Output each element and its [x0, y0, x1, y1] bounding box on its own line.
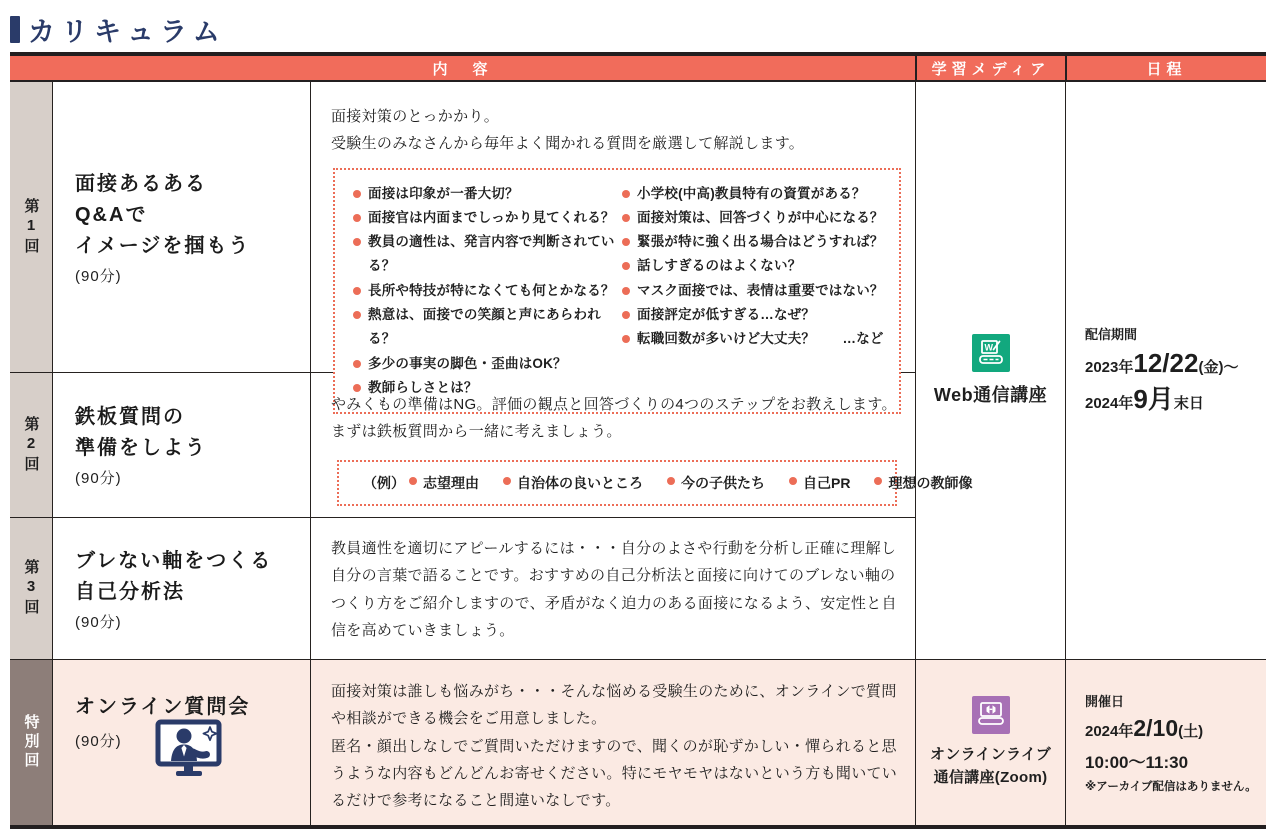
row3-body: 教員適性を適切にアピールするには・・・自分のよさや行動を分析し正確に理解し自分の言葉で語ることです。おすすめの自己分析法と面接に向けてのブレない軸のつくり方をご紹介しますので、矛盾がなく迫力のある面接になるよう、安定性と自信を高めていきましょう。: [331, 540, 897, 639]
special-round-cell: [10, 660, 52, 829]
question-item: 面接官は内面までしっかり見てくれる？: [353, 206, 622, 230]
archive-note: ※アーカイブ配信はありません。: [1085, 780, 1257, 793]
question-item: マスク面接では、表情は重要ではない？: [622, 279, 891, 303]
row2-duration: (90分): [75, 470, 122, 487]
page-title-text: カリキュラム: [28, 16, 226, 47]
row1-intro: 面接対策のとっかかり。 受験生のみなさんから毎年よく聞かれる質問を厳選して解説します。: [331, 108, 805, 153]
question-item: 長所や特技が特になくても何とかなる？: [353, 279, 622, 303]
special-title-cell: [52, 660, 310, 829]
question-item: 教師らしさとは？: [353, 376, 622, 400]
example-item: 理想の教師像: [874, 473, 972, 493]
row1-questions-right: [622, 182, 891, 401]
example-item: 志望理由: [409, 473, 479, 493]
broadcast-period-label: 配信期間: [1085, 327, 1138, 343]
row3-content-cell: [310, 518, 915, 660]
media-live-cell: [915, 660, 1065, 829]
special-course-title: オンライン質問会: [75, 696, 251, 718]
row3-course-title: ブレない軸をつくる 自己分析法: [75, 549, 273, 603]
example-item: 今の子供たち: [667, 473, 765, 493]
header-schedule: 日程: [1065, 52, 1266, 82]
row2-round-label: 第2回: [22, 415, 40, 475]
curriculum-table: [10, 52, 1266, 829]
row2-round-cell: [10, 373, 52, 518]
example-list: [409, 473, 972, 493]
special-content-cell: [310, 660, 915, 829]
row3-duration: (90分): [75, 613, 122, 631]
special-round-label: 特別回: [22, 714, 40, 771]
question-item: 面接は印象が一番大切？: [353, 182, 622, 206]
row1-questions-left: [353, 182, 622, 401]
title-accent-bar: [10, 16, 20, 43]
special-duration-row: [75, 727, 304, 783]
question-item: 熱意は、面接での笑顔と声にあらわれる？: [353, 303, 622, 352]
special-duration: (90分): [75, 733, 122, 750]
row1-course-title: 面接あるある Q&Aで イメージを掴もう: [75, 172, 251, 257]
web-course-icon: [972, 334, 1010, 372]
row1-round-label: 第1回: [22, 197, 40, 257]
question-item: 小学校(中高)教員特有の資質がある？: [622, 182, 891, 206]
media-web-cell: [915, 82, 1065, 660]
example-prefix: （例）: [363, 474, 405, 491]
question-item: 教員の適性は、発言内容で判断されている？: [353, 230, 622, 279]
schedule-broadcast-cell: [1065, 82, 1266, 660]
special-body: 面接対策は誰しも悩みがち・・・そんな悩める受験生のために、オンラインで質問や相談ができる機会をご用意しました。 匿名・顔出しなしでご質問いただけますので、聞くのが恥ずかしい・憚られると思うような内容もどんどんお寄せください。特にモヤモヤはないという方も聞いているだけで参考になること間違いなしです。: [331, 683, 898, 810]
row3-round-cell: [10, 518, 52, 660]
broadcast-end-date: 2024年9月末日: [1085, 383, 1204, 414]
row1-content-cell: [310, 82, 915, 395]
svg-text:W: W: [984, 342, 993, 353]
page-title: [10, 10, 1267, 48]
example-item: 自治体の良いところ: [503, 473, 643, 493]
online-live-icon: [972, 696, 1010, 734]
row2-content-cell: [310, 373, 973, 518]
row3-round-label: 第3回: [22, 559, 40, 618]
question-item: 話しすぎるのはよくない？: [622, 254, 891, 278]
media-live-label: オンラインライブ 通信講座(Zoom): [929, 745, 1052, 786]
question-item: 緊張が特に強く出る場合はどうすれば？: [622, 230, 891, 254]
row1-round-cell: [10, 82, 52, 373]
header-content: 内 容: [10, 52, 915, 82]
row2-title-cell: [52, 373, 310, 518]
event-date-label: 開催日: [1085, 694, 1125, 710]
online-meeting-person-icon: [150, 719, 230, 783]
question-item: 転職回数が多いけど大丈夫？ …など: [622, 327, 891, 351]
broadcast-start-date: 2023年12/22(金)～: [1085, 348, 1239, 379]
question-item: 面接評定が低すぎる…なぜ？: [622, 303, 891, 327]
event-date: 2024年2/10(土): [1085, 715, 1204, 742]
row1-duration: (90分): [75, 267, 122, 285]
example-item: 自己PR: [789, 473, 850, 493]
row2-example-box: [337, 460, 973, 506]
media-web-label: Web通信講座: [933, 385, 1048, 405]
schedule-event-cell: [1065, 660, 1266, 829]
event-time: 10:00～11:30: [1085, 752, 1189, 772]
row3-title-cell: [52, 518, 310, 660]
row1-title-cell: [52, 82, 310, 373]
row2-course-title: 鉄板質問の 準備をしよう: [75, 406, 207, 459]
row2-body: やみくもの準備はNG。評価の観点と回答づくりの4つのステップをお教えします。 まずは鉄板質問から一緒に考えましょう。: [331, 396, 897, 441]
question-item: 面接対策は、回答づくりが中心になる？: [622, 206, 891, 230]
header-media: 学習メディア: [915, 52, 1065, 82]
question-item: 多少の事実の脚色・歪曲はOK？: [353, 352, 622, 376]
